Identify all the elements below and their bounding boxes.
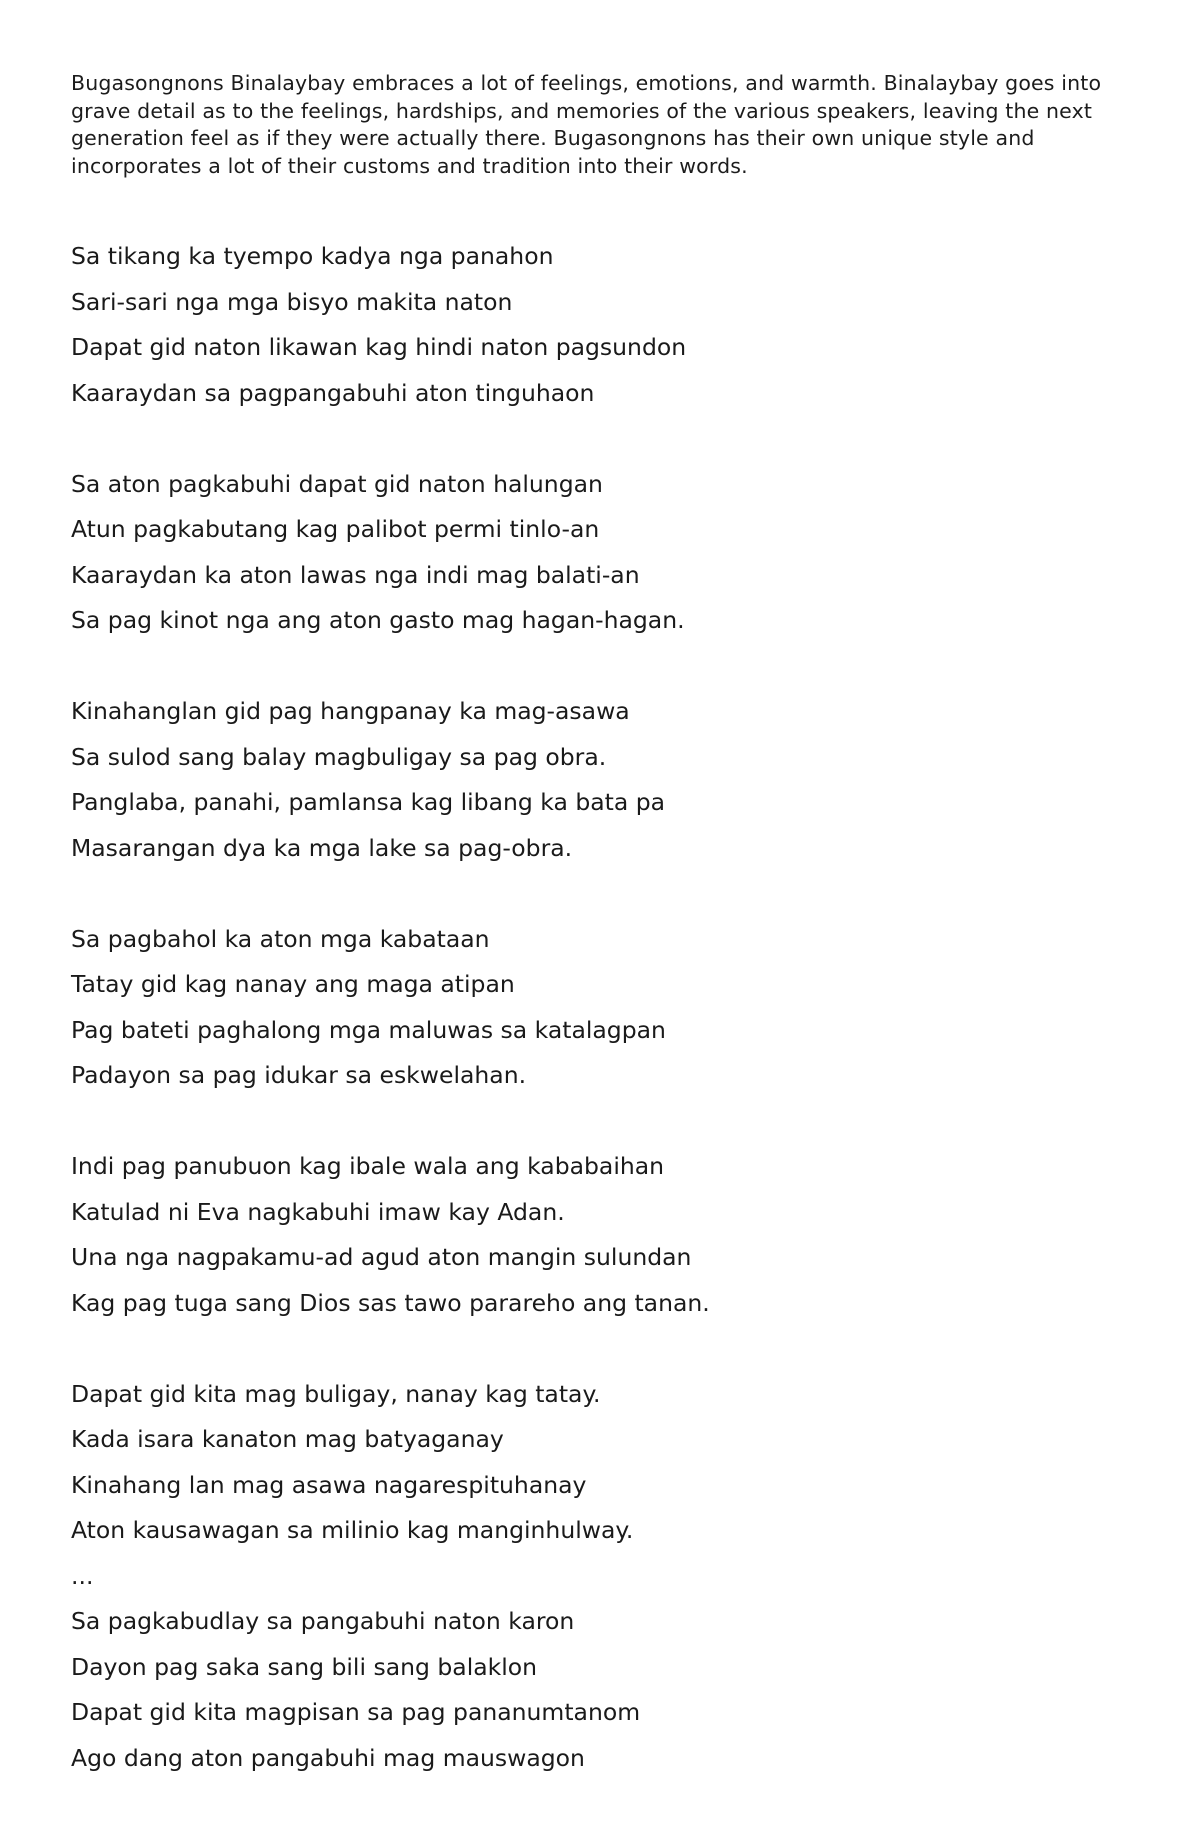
poem-line: Masarangan dya ka mga lake sa pag-obra.	[71, 833, 573, 862]
poem-line: Sa pagbahol ka aton mga kabataan	[71, 924, 490, 953]
poem-line: Sa sulod sang balay magbuligay sa pag obra.	[71, 742, 607, 771]
poem-line: Dapat gid kita magpisan sa pag pananumtanom	[71, 1698, 641, 1726]
poem-line: Kag pag tuga sang Dios sas tawo parareho ang tanan.	[71, 1288, 710, 1317]
poem-line: Sa pag kinot nga ang aton gasto mag hagan-hagan.	[71, 606, 685, 634]
poem-line: Kada isara kanaton mag batyaganay	[71, 1425, 504, 1453]
stanza-7	[71, 1599, 1131, 1781]
poem-line: Katulad ni Eva nagkabuhi imaw kay Adan.	[71, 1197, 565, 1226]
poem-line: Sa pagkabudlay sa pangabuhi naton karon	[71, 1607, 575, 1635]
poem-line: Dapat gid kita mag buligay, nanay kag tatay.	[71, 1379, 601, 1408]
stanza-gap	[71, 1099, 1131, 1145]
poem	[71, 234, 1131, 1781]
poem-line: Ago dang aton pangabuhi mag mauswagon	[71, 1743, 585, 1772]
stanza-gap	[71, 1326, 1131, 1372]
poem-line: Dayon pag saka sang bili sang balaklon	[71, 1652, 538, 1681]
stanza-1	[71, 234, 1131, 416]
poem-line: Dapat gid naton likawan kag hindi naton pagsundon	[71, 333, 687, 361]
poem-line: Sa aton pagkabuhi dapat gid naton halungan	[71, 469, 603, 498]
poem-line: Atun pagkabutang kag palibot permi tinlo-an	[71, 515, 600, 543]
poem-line: Sari-sari nga mga bisyo makita naton	[71, 287, 513, 316]
poem-line: Kinahang lan mag asawa nagarespituhanay	[71, 1470, 587, 1499]
stanza-5	[71, 1144, 1131, 1326]
stanza-2	[71, 462, 1131, 644]
stanza-6	[71, 1372, 1131, 1554]
poem-line: Sa tikang ka tyempo kadya nga panahon	[71, 242, 554, 270]
stanza-4	[71, 917, 1131, 1099]
poem-line: Indi pag panubuon kag ibale wala ang kababaihan	[71, 1152, 665, 1180]
stanza-gap	[71, 644, 1131, 690]
poem-line: Tatay gid kag nanay ang maga atipan	[71, 970, 515, 998]
poem-line: Kaaraydan sa pagpangabuhi aton tinguhaon	[71, 378, 595, 407]
stanza-3	[71, 689, 1131, 871]
poem-line: Aton kausawagan sa milinio kag manginhulway.	[71, 1516, 634, 1544]
poem-line: Kinahanglan gid pag hangpanay ka mag-asawa	[71, 697, 630, 725]
poem-line: Padayon sa pag idukar sa eskwelahan.	[71, 1061, 527, 1089]
intro-paragraph: Bugasongnons Binalaybay embraces a lot of feelings, emotions, and warmth. Binalaybay goes into grave detail as to the feelings, hardships, and memories of the various speakers, leaving the next generation feel as if they were actually there. Bugasongnons has their own unique style and incorporates a lot of their customs and tradition into their words.	[71, 71, 1102, 178]
poem-line: Kaaraydan ka aton lawas nga indi mag balati-an	[71, 560, 640, 589]
poem-line: Una nga nagpakamu-ad agud aton mangin sulundan	[71, 1243, 692, 1271]
poem-line: Panglaba, panahi, pamlansa kag libang ka bata pa	[71, 788, 666, 816]
stanza-gap	[71, 871, 1131, 917]
poem-line: Pag bateti paghalong mga maluwas sa katalagpan	[71, 1015, 666, 1044]
stanza-gap	[71, 416, 1131, 462]
ellipsis-line: ...	[71, 1561, 94, 1590]
